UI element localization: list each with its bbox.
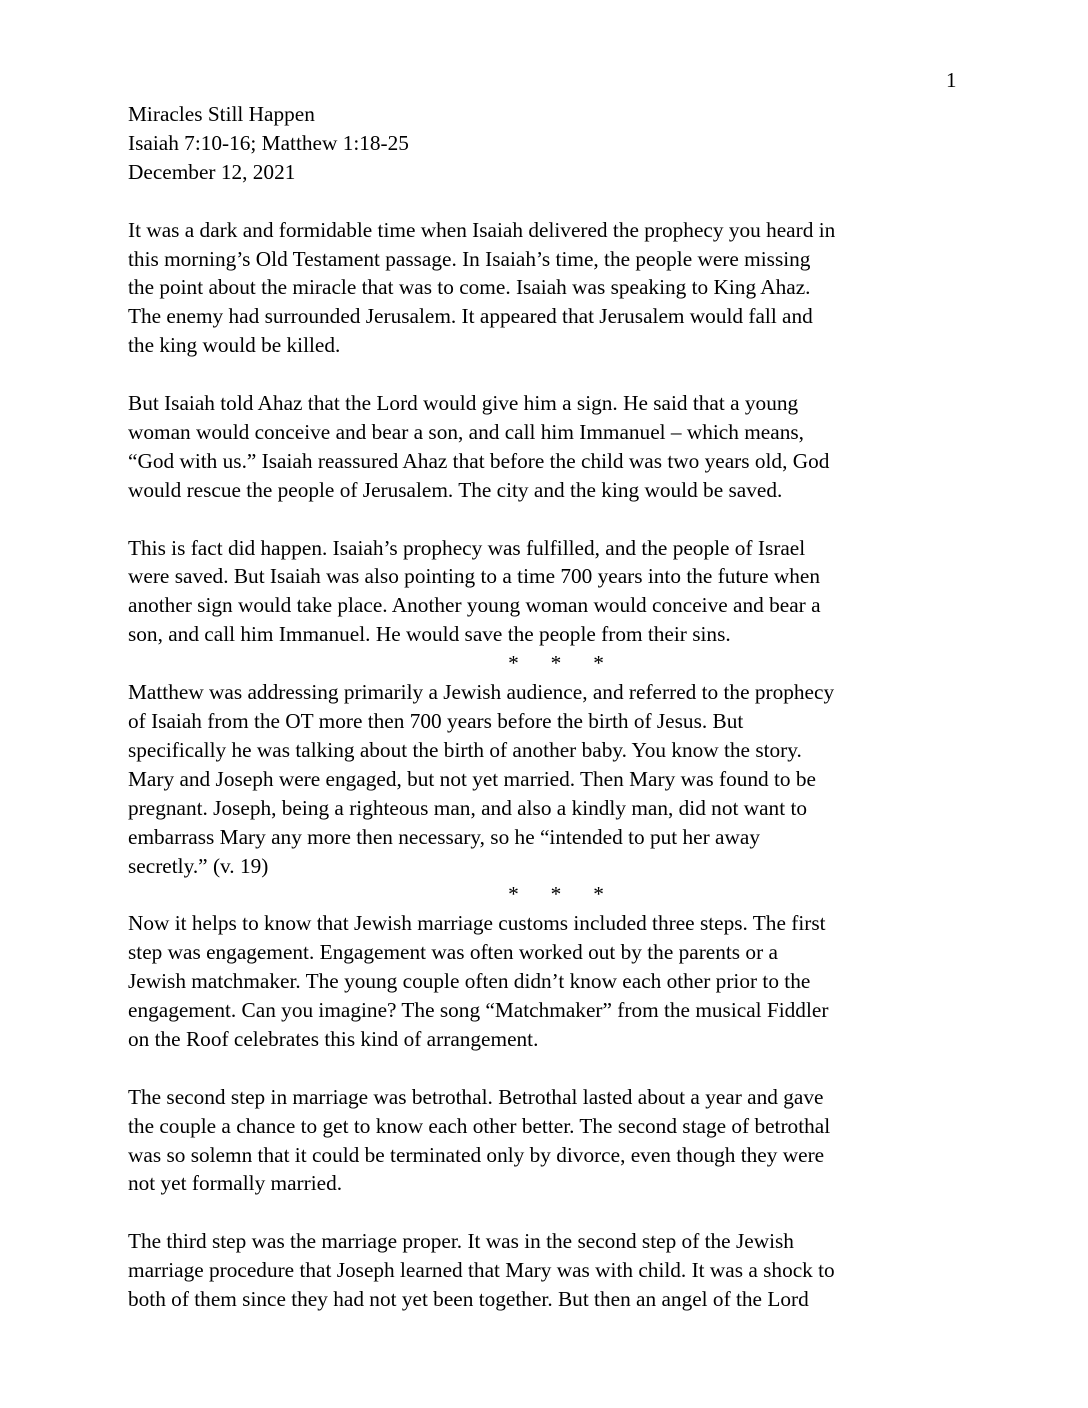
sermon-header bbox=[128, 100, 960, 187]
paragraph-line: this morning’s Old Testament passage. In Isaiah’s time, the people were missing bbox=[128, 246, 811, 271]
paragraph-line: Mary and Joseph were engaged, but not yet married. Then Mary was found to be bbox=[128, 766, 817, 791]
paragraph-line: step was engagement. Engagement was often worked out by the parents or a bbox=[128, 940, 778, 965]
paragraph-line: “God with us.” Isaiah reassured Ahaz that before the child was two years old, God bbox=[128, 448, 830, 473]
sermon-date: December 12, 2021 bbox=[128, 159, 296, 184]
scripture-reference: Isaiah 7:10-16; Matthew 1:18-25 bbox=[128, 130, 409, 155]
paragraph-1 bbox=[128, 216, 960, 361]
paragraph-line: But Isaiah told Ahaz that the Lord would give him a sign. He said that a young bbox=[128, 391, 799, 416]
paragraph-line: It was a dark and formidable time when Isaiah delivered the prophecy you heard in bbox=[128, 217, 836, 242]
paragraph-line: were saved. But Isaiah was also pointing to a time 700 years into the future when bbox=[128, 564, 820, 589]
paragraph-line: another sign would take place. Another young woman would conceive and bear a bbox=[128, 593, 821, 618]
section-separator: * * * bbox=[508, 882, 604, 907]
paragraph-6 bbox=[128, 1083, 960, 1199]
paragraph-line: Jewish matchmaker. The young couple often didn’t know each other prior to the bbox=[128, 969, 811, 994]
paragraph-3 bbox=[128, 534, 960, 650]
document-body bbox=[128, 100, 960, 1314]
paragraph-line: on the Roof celebrates this kind of arrangement. bbox=[128, 1026, 539, 1051]
sermon-title: Miracles Still Happen bbox=[128, 102, 315, 126]
paragraph-line: Matthew was addressing primarily a Jewish audience, and referred to the prophecy bbox=[128, 680, 835, 705]
paragraph-line: The second step in marriage was betrothal. Betrothal lasted about a year and gave bbox=[128, 1084, 824, 1109]
paragraph-5 bbox=[128, 909, 960, 1054]
paragraph-4 bbox=[128, 678, 960, 880]
paragraph-line: specifically he was talking about the birth of another baby. You know the story. bbox=[128, 737, 802, 762]
paragraph-line: would rescue the people of Jerusalem. The city and the king would be saved. bbox=[128, 477, 783, 502]
paragraph-line: the couple a chance to get to know each other better. The second stage of betrothal bbox=[128, 1113, 831, 1138]
paragraph-2 bbox=[128, 389, 960, 505]
paragraph-line: Now it helps to know that Jewish marriage customs included three steps. The first bbox=[128, 911, 826, 936]
paragraph-line: This is fact did happen. Isaiah’s prophecy was fulfilled, and the people of Israel bbox=[128, 535, 806, 560]
paragraph-line: both of them since they had not yet been together. But then an angel of the Lord bbox=[128, 1287, 809, 1312]
paragraph-line: the king would be killed. bbox=[128, 333, 341, 358]
section-separator: * * * bbox=[508, 651, 604, 676]
paragraph-line: son, and call him Immanuel. He would save the people from their sins. bbox=[128, 622, 731, 647]
paragraph-line: The third step was the marriage proper. It was in the second step of the Jewish bbox=[128, 1229, 794, 1254]
paragraph-line: woman would conceive and bear a son, and call him Immanuel – which means, bbox=[128, 419, 804, 444]
paragraph-line: embarrass Mary any more then necessary, so he “intended to put her away bbox=[128, 824, 760, 849]
paragraph-line: secretly.” (v. 19) bbox=[128, 853, 269, 878]
paragraph-line: not yet formally married. bbox=[128, 1171, 343, 1196]
paragraph-line: of Isaiah from the OT more then 700 years before the birth of Jesus. But bbox=[128, 708, 744, 733]
page-number: 1 bbox=[946, 68, 957, 92]
paragraph-line: the point about the miracle that was to come. Isaiah was speaking to King Ahaz. bbox=[128, 275, 811, 300]
paragraph-line: pregnant. Joseph, being a righteous man, and also a kindly man, did not want to bbox=[128, 795, 808, 820]
paragraph-line: was so solemn that it could be terminated only by divorce, even though they were bbox=[128, 1142, 825, 1167]
paragraph-7 bbox=[128, 1227, 960, 1314]
paragraph-line: engagement. Can you imagine? The song “Matchmaker” from the musical Fiddler bbox=[128, 998, 829, 1023]
paragraph-line: marriage procedure that Joseph learned that Mary was with child. It was a shock to bbox=[128, 1258, 835, 1283]
paragraph-line: The enemy had surrounded Jerusalem. It appeared that Jerusalem would fall and bbox=[128, 304, 813, 329]
